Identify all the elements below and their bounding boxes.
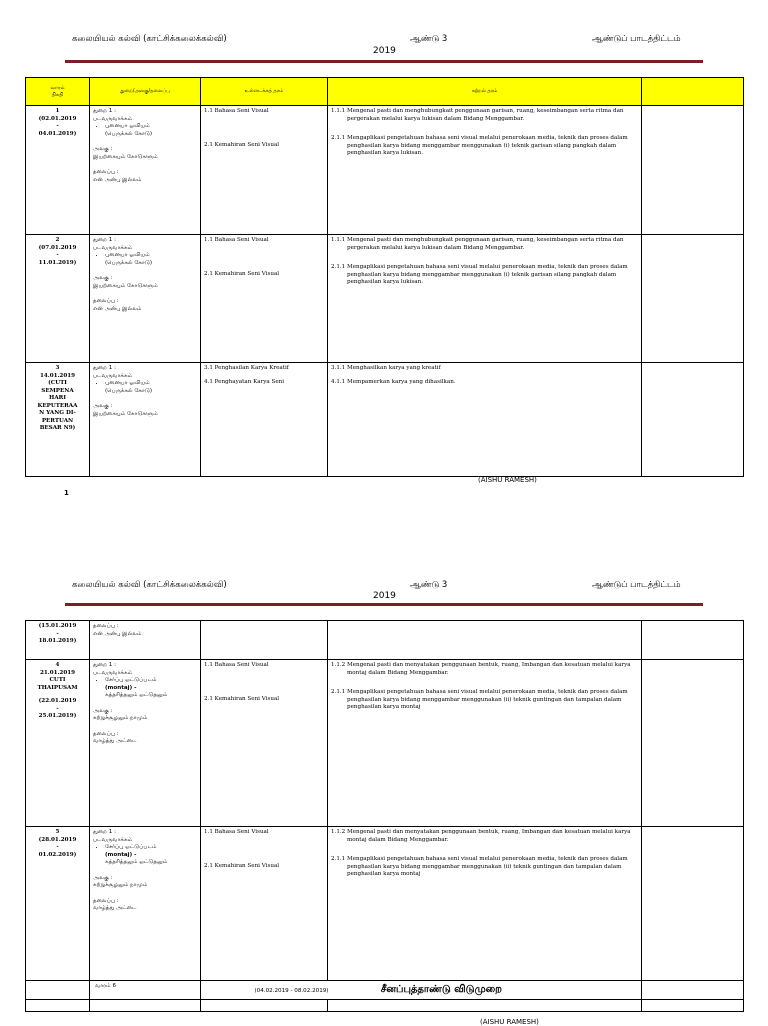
theme-cell: துறை 1 : படவருவாக்கம் • புனையா ஓவியம் (பெருக்கல் கோடு) அலகு : இயற்கையும் கோடுகளும் தலைப்பு : என் அன்பு இல்லம்	[90, 235, 201, 363]
week-cell: 2 (07.01.2019 - 11.01.2019)	[26, 235, 90, 363]
content-std-cell: 1.1 Bahasa Seni Visual 2.1 Kemahiran Seni Visual	[201, 660, 328, 827]
table-row	[26, 235, 744, 363]
holiday-detail: (04.02.2019 - 08.02.2019) சீனப்புத்தாண்டு விடுமுறை	[201, 981, 642, 1000]
content-std-cell: 1.1 Bahasa Seni Visual 2.1 Kemahiran Seni Visual	[201, 827, 328, 981]
notes-cell	[642, 106, 744, 235]
header-rule	[65, 60, 703, 63]
table-row	[26, 827, 744, 981]
notes-cell	[642, 363, 744, 477]
learning-std-cell: 1.1.1 Mengenal pasti dan menghubungkait penggunaan garisan, ruang, keseimbangan serta ritma dan pergerakan melalui karya lukisan dalam Bidang Menggambar. 2.1.1 Mengaplikasi pengetahuan bahasa seni visual melalui penerokaan media, teknik dan proses dalam penghasilan karya bidang menggambar menggunakan (i) teknik garisan silang pangkah dalam penghasilan karya lukisan.	[328, 235, 642, 363]
col-week-header: வாரம் திகதி	[26, 78, 90, 106]
col-learning-std-header: கற்றல் தரம்	[328, 78, 642, 106]
theme-cell: துறை 1 : படவருவாக்கம் • புனையா ஓவியம் (பெருக்கல் கோடு) அலகு : இயற்கையும் கோடுகளும் தலைப்பு : என் அன்பு இல்லம்	[90, 106, 201, 235]
notes-cell	[642, 660, 744, 827]
week-cell	[26, 981, 90, 1000]
header-plan-label: ஆண்டுப் பாடத்திட்டம்	[592, 34, 681, 44]
week-cell: (15.01.2019 - 18.01.2019)	[26, 621, 90, 660]
header-year: 2019	[373, 591, 396, 601]
week-cell: 3 14.01.2019 (CUTI SEMPENA HARI KEPUTERAA N YANG DI- PERTUAN BESAR N9)	[26, 363, 90, 477]
learning-std-cell: 1.1.2 Mengenal pasti dan menyatakan penggunaan bentuk, ruang, Imbangan dan kesatuan melalui karya montaj dalam Bidang Menggambar. 2.1.1 Mengaplikasi pengetahuan bahasa seni visual melalui penerokaan media, teknik dan proses dalam penghasilan karya bidang menggambar menggunakan (ii) teknik guntingan dan tampalan dalam penghasilan karya montaj	[328, 827, 642, 981]
week-cell: 4 21.01.2019 CUTI THAIPUSAM (22.01.2019 - 25.01.2019)	[26, 660, 90, 827]
table-row	[26, 999, 744, 1011]
theme-cell: துறை 1 : படவருவாக்கம் • சேர்ப்பு ஒட்டுப்படம் (montaj) - கத்தரித்தலும் ஒட்டுதலும் அலகு : சுற்றுச்சூழலும் நாமும் தலைப்பு : வாழ்த்து அட்டை	[90, 660, 201, 827]
theme-cell: துறை 1 : படவருவாக்கம் • சேர்ப்பு ஒட்டுப்படம் (montaj) - கத்தரித்தலும் ஒட்டுதலும் அலகு : சுற்றுச்சூழலும் நாமும் தலைப்பு : வாழ்த்து அட்டை	[90, 827, 201, 981]
holiday-row	[26, 981, 744, 1000]
week-cell: 5 (28.01.2019 - 01.02.2019)	[26, 827, 90, 981]
content-std-cell: 1.1 Bahasa Seni Visual 2.1 Kemahiran Seni Visual	[201, 106, 328, 235]
holiday-name: சீனப்புத்தாண்டு விடுமுறை	[380, 984, 502, 995]
header-subject: கலையியல் கல்வி (காட்சிக்கலைக்கல்வி)	[72, 34, 227, 44]
learning-std-cell: 1.1.2 Mengenal pasti dan menyatakan penggunaan bentuk, ruang, Imbangan dan kesatuan melalui karya montaj dalam Bidang Menggambar. 2.1.1 Mengaplikasi pengetahuan bahasa seni visual melalui penerokaan media, teknik dan proses dalam penghasilan karya bidang menggambar menggunakan (ii) teknik guntingan dan tampalan dalam penghasilan karya montaj	[328, 660, 642, 827]
learning-std-cell: 1.1.1 Mengenal pasti dan menghubungkait penggunaan garisan, ruang, keseimbangan serta ritma dan pergerakan melalui karya lukisan dalam Bidang Menggambar. 2.1.1 Mengaplikasi pengetahuan bahasa seni visual melalui penerokaan media, teknik dan proses dalam penghasilan karya bidang menggambar menggunakan (i) teknik garisan silang pangkah dalam penghasilan karya lukisan.	[328, 106, 642, 235]
content-std-cell	[201, 621, 328, 660]
header-rule	[65, 603, 703, 606]
header-year-label: ஆண்டு 3	[410, 34, 448, 44]
page-number: 1	[64, 489, 69, 497]
notes-cell	[642, 621, 744, 660]
theme-cell: தலைப்பு : என் அன்பு இல்லம்	[90, 621, 201, 660]
header-year: 2019	[373, 46, 396, 56]
theme-cell: துறை 1 : படவருவாக்கம் • புனையா ஓவியம் (பெருக்கல் கோடு) அலகு : இயற்கையும் கோடுகளும்	[90, 363, 201, 477]
signature: (AISHU RAMESH)	[478, 476, 537, 484]
holiday-week-label: வாரம் 6	[90, 981, 201, 1000]
signature: (AISHU RAMESH)	[480, 1018, 539, 1026]
plan-table-page-1	[25, 77, 744, 477]
header-subject: கலையியல் கல்வி (காட்சிக்கலைக்கல்வி)	[72, 580, 227, 590]
table-row	[26, 106, 744, 235]
content-std-cell: 3.1 Penghasilan Karya Kreatif 4.1 Penghayatan Karya Seni	[201, 363, 328, 477]
col-notes-header	[642, 78, 744, 106]
notes-cell	[642, 981, 744, 1000]
learning-std-cell: 3.1.1 Menghasilkan karya yang kreatif 4.1.1 Mempamerkan karya yang dihasilkan.	[328, 363, 642, 477]
plan-table-page-2	[25, 620, 744, 1012]
learning-std-cell	[328, 621, 642, 660]
col-theme-header: துறை/அலகு/தலைப்பு	[90, 78, 201, 106]
table-row	[26, 621, 744, 660]
header-year-label: ஆண்டு 3	[410, 580, 448, 590]
week-cell: 1 (02.01.2019 - 04.01.2019)	[26, 106, 90, 235]
table-row	[26, 363, 744, 477]
content-std-cell: 1.1 Bahasa Seni Visual 2.1 Kemahiran Seni Visual	[201, 235, 328, 363]
notes-cell	[642, 235, 744, 363]
notes-cell	[642, 827, 744, 981]
table-row	[26, 660, 744, 827]
header-plan-label: ஆண்டுப் பாடத்திட்டம்	[592, 580, 681, 590]
col-content-std-header: உள்ளடக்கத் தரம்	[201, 78, 328, 106]
